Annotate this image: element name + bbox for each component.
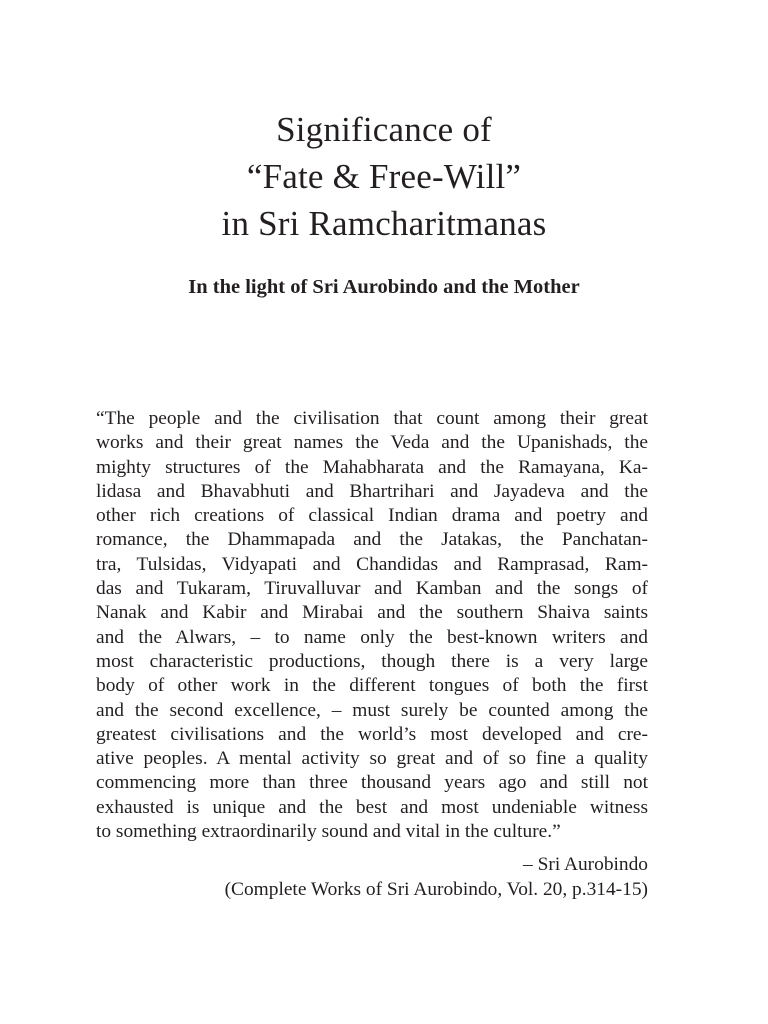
quote-line: tra, Tulsidas, Vidyapati and Chandidas and Ramprasad, Ram- [96, 553, 648, 575]
quote-line: mighty structures of the Mahabharata and the Ramayana, Ka- [96, 456, 648, 478]
quote-line: das and Tukaram, Tiruvalluvar and Kamban and the songs of [96, 578, 648, 600]
page-title [0, 106, 768, 247]
title-line-2: “Fate & Free-Will” [246, 157, 522, 196]
quote-line: works and their great names the Veda and the Upanishads, the [96, 432, 648, 454]
quote-line: body of other work in the different tongues of both the first [96, 675, 648, 697]
attribution [96, 853, 648, 902]
quote-line: most characteristic productions, though there is a very large [96, 650, 648, 672]
quote-line: to something extraordinarily sound and vital in the culture.” [96, 821, 561, 843]
page-subtitle: In the light of Sri Aurobindo and the Mother [188, 276, 580, 298]
quote-line: and the Alwars, – to name only the best-known writers and [96, 626, 648, 648]
quote-line: ative peoples. A mental activity so great and of so fine a quality [96, 748, 648, 770]
attribution-source: (Complete Works of Sri Aurobindo, Vol. 20, p.314-15) [224, 878, 648, 900]
quote-line: “The people and the civilisation that count among their great [96, 408, 648, 429]
quote-block [96, 407, 648, 844]
quote-line: romance, the Dhammapada and the Jatakas, the Panchatan- [96, 529, 648, 551]
title-line-1: Significance of [276, 110, 492, 149]
quote-line: Nanak and Kabir and Mirabai and the southern Shaiva saints [96, 602, 648, 624]
quote-line: other rich creations of classical Indian drama and poetry and [96, 505, 648, 527]
quote-line: lidasa and Bhavabhuti and Bhartrihari and Jayadeva and the [96, 480, 648, 502]
quote-line: exhausted is unique and the best and most undeniable witness [96, 796, 648, 818]
quote-line: greatest civilisations and the world’s most developed and cre- [96, 723, 648, 745]
title-line-3: in Sri Ramcharitmanas [221, 204, 547, 243]
quote-line: commencing more than three thousand years ago and still not [96, 772, 648, 794]
attribution-author: – Sri Aurobindo [523, 854, 648, 875]
quote-line: and the second excellence, – must surely be counted among the [96, 699, 648, 721]
